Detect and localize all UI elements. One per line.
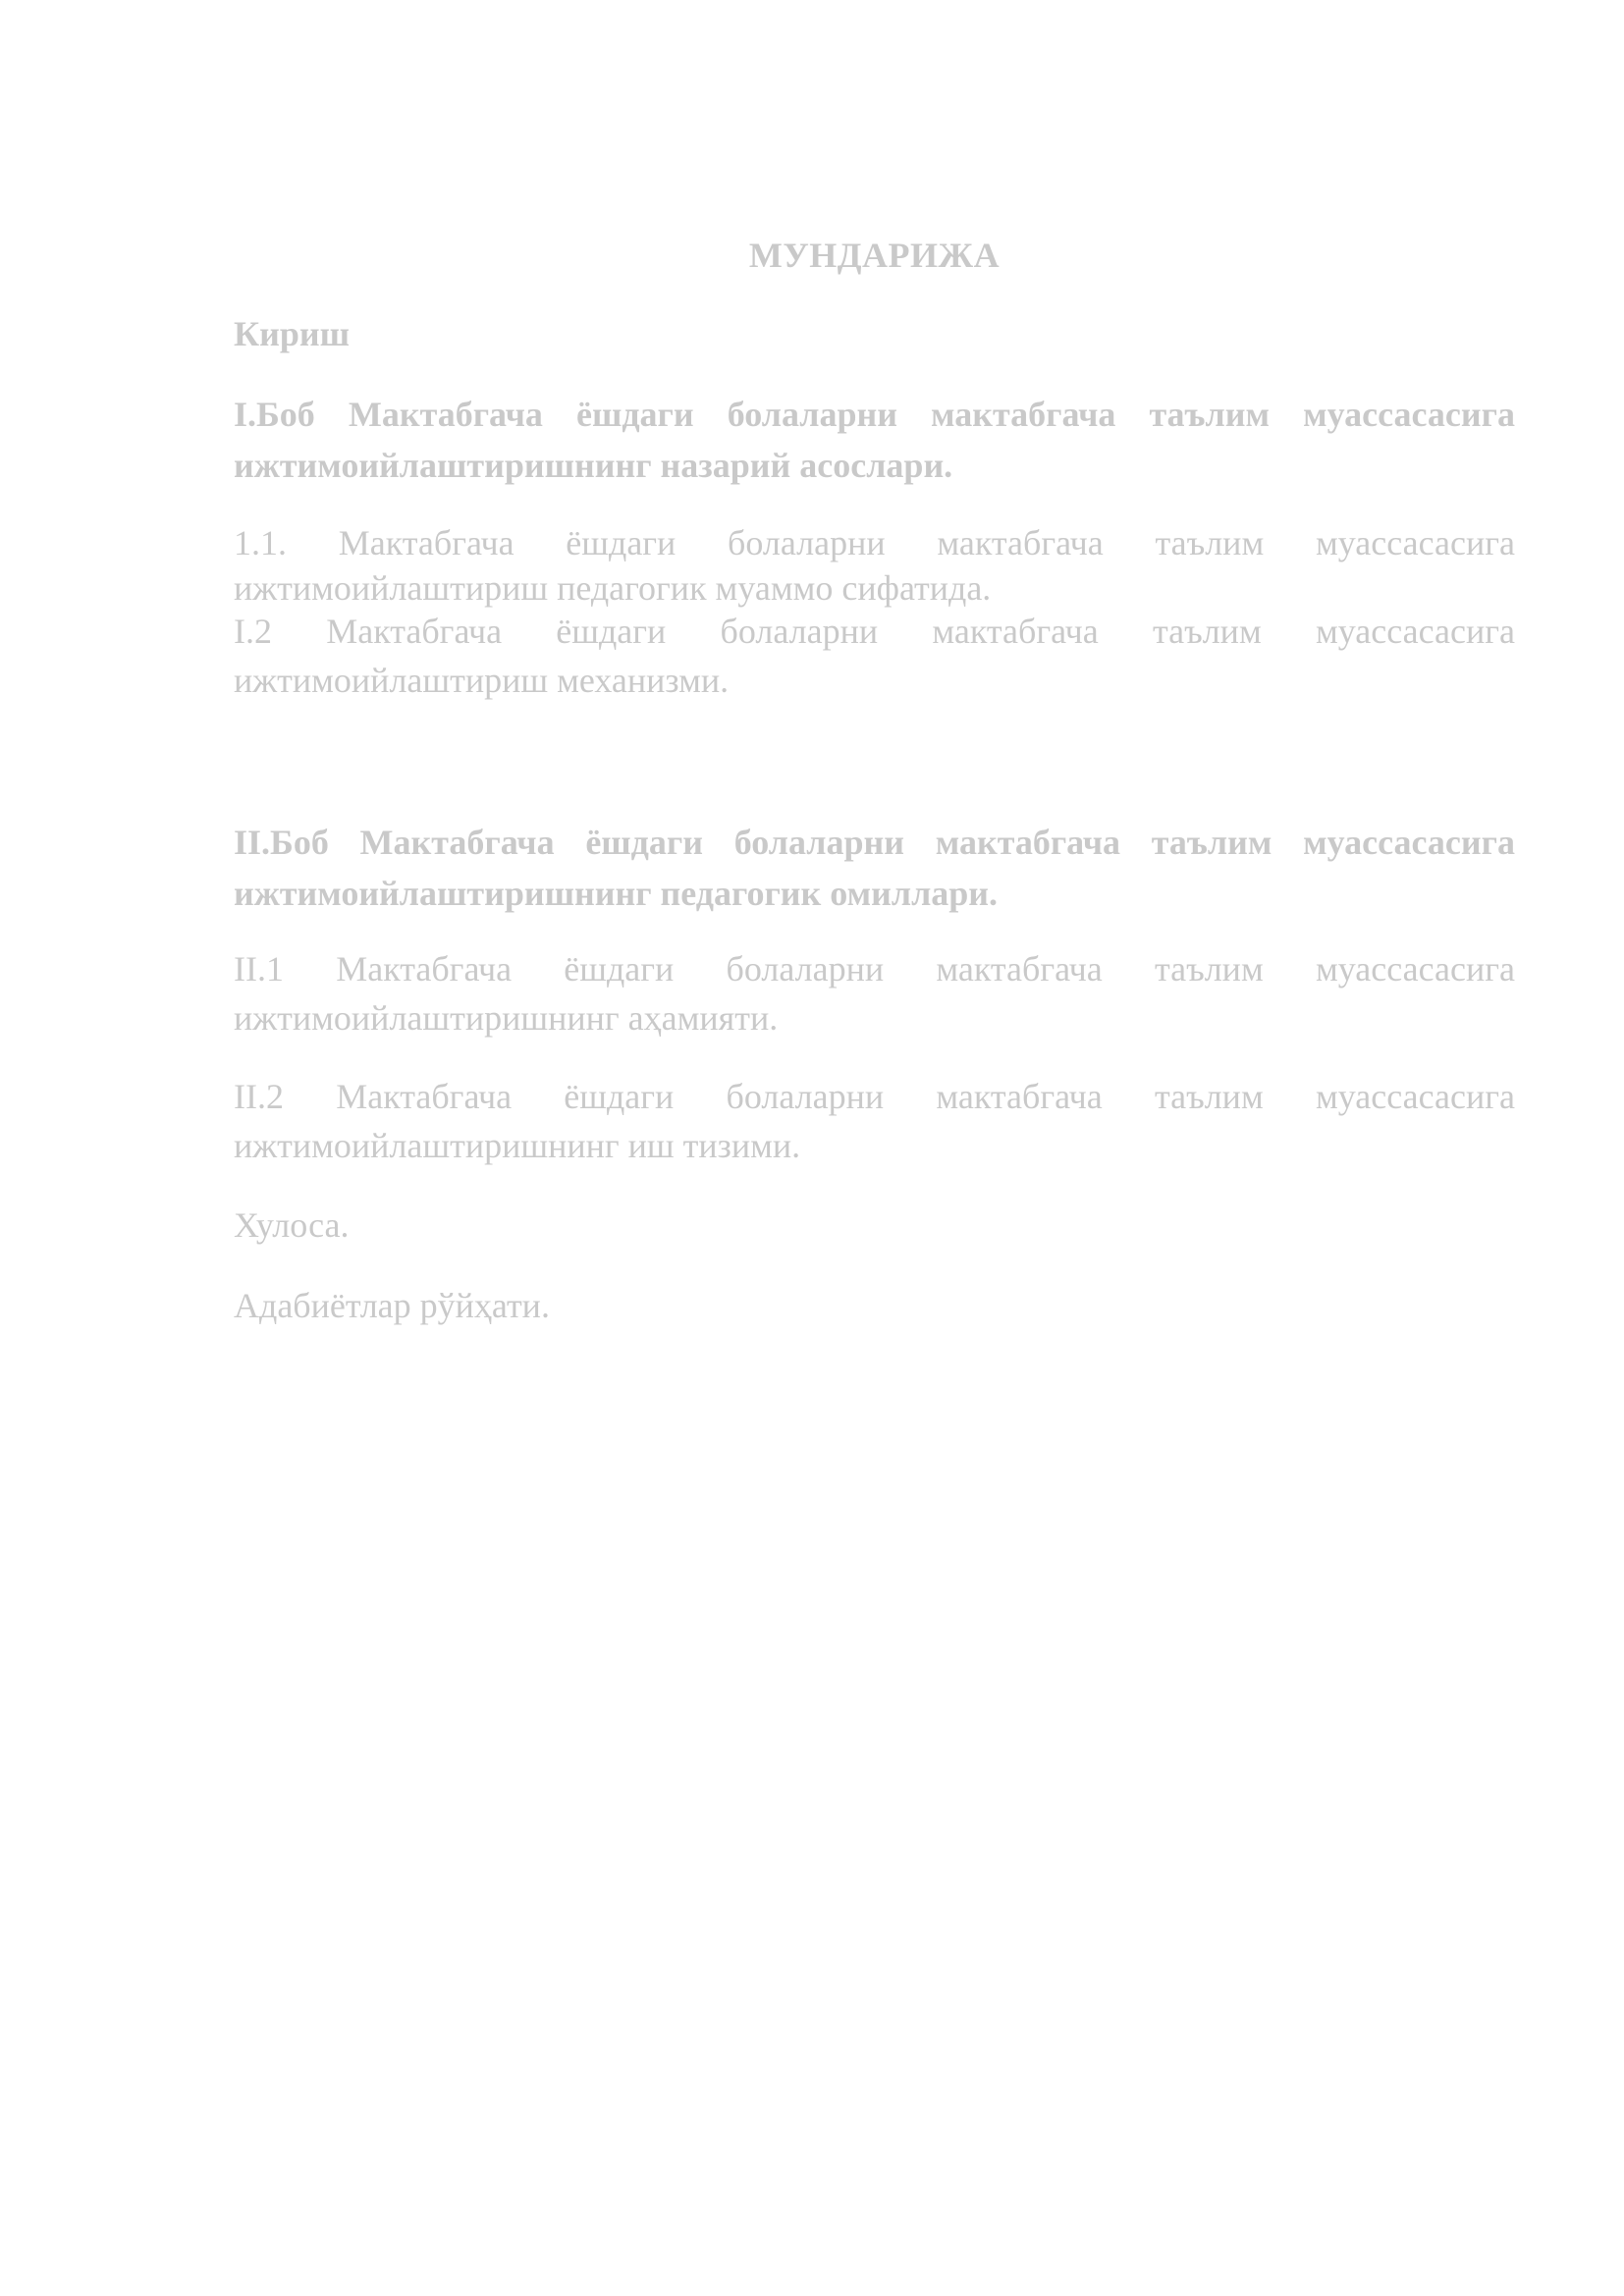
section-2-2-line-1: II.2 Мактабгача ёшдаги болаларни мактабгача таълим муассасасига [234, 1077, 1515, 1116]
toc-entry-chapter-2 [234, 817, 1515, 919]
section-1-1-line-2: ижтимоийлаштириш педагогик муаммо сифатида. [234, 568, 992, 608]
toc-title: МУНДАРИЖА [748, 236, 1001, 275]
toc-entry-section-2-2 [234, 1074, 1515, 1168]
section-2-1-line-2: ижтимоийлаштиришнинг аҳамияти. [234, 998, 779, 1038]
toc-entry-chapter-1 [234, 389, 1515, 491]
toc-entry-intro: Кириш [234, 314, 351, 353]
toc-entry-conclusion: Хулоса. [234, 1205, 350, 1245]
section-1-1-line-1: 1.1. Мактабгача ёшдаги болаларни мактабгача таълим муассасасига [234, 523, 1515, 562]
chapter-2-title-line-2: ижтимоийлаштиришнинг педагогик омиллари. [234, 874, 999, 913]
toc-entry-section-1-2 [234, 609, 1515, 703]
toc-entry-section-2-1 [234, 946, 1515, 1041]
section-2-1-line-1: II.1 Мактабгача ёшдаги болаларни мактабгача таълим муассасасига [234, 949, 1515, 988]
chapter-1-title-line-2: ижтимоийлаштиришнинг назарий асослари. [234, 446, 953, 485]
toc-entry-section-1-1 [234, 520, 1515, 611]
section-1-2-line-1: I.2 Мактабгача ёшдаги болаларни мактабгача таълим муассасасига [234, 612, 1515, 651]
chapter-1-title-line-1: I.Боб Мактабгача ёшдаги болаларни мактабгача таълим муассасасига [234, 395, 1515, 434]
section-1-2-line-2: ижтимоийлаштириш механизми. [234, 661, 730, 700]
section-2-2-line-2: ижтимоийлаштиришнинг иш тизими. [234, 1126, 801, 1165]
chapter-2-title-line-1: II.Боб Мактабгача ёшдаги болаларни мактабгача таълим муассасасига [234, 823, 1515, 862]
toc-entry-references: Адабиётлар рўйҳати. [234, 1286, 550, 1325]
